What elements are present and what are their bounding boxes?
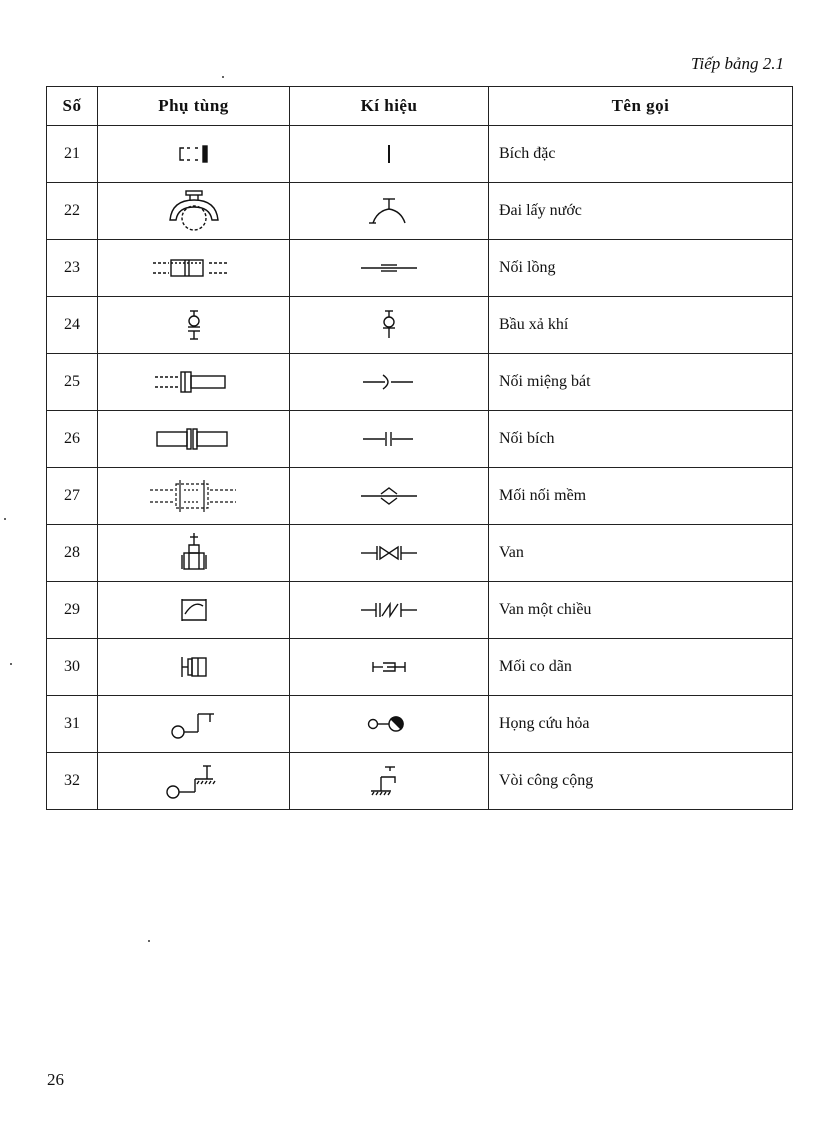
fitting-name: Bầu xả khí <box>489 297 793 354</box>
table-row <box>47 354 793 411</box>
expansion-joint-fitting-icon <box>98 639 290 696</box>
header-fitting: Phụ tùng <box>98 87 290 126</box>
table-row <box>47 753 793 810</box>
fitting-name: Van một chiều <box>489 582 793 639</box>
flexible-joint-fitting-icon <box>98 468 290 525</box>
row-number: 24 <box>47 297 98 354</box>
table-row <box>47 126 793 183</box>
air-release-fitting-icon <box>98 297 290 354</box>
fittings-symbol-table <box>46 86 793 810</box>
air-release-symbol-icon <box>290 297 489 354</box>
fitting-name: Họng cứu hỏa <box>489 696 793 753</box>
header-name: Tên gọi <box>489 87 793 126</box>
flange-joint-symbol-icon <box>290 411 489 468</box>
tapping-saddle-symbol-icon <box>290 183 489 240</box>
sleeve-coupling-fitting-icon <box>98 240 290 297</box>
row-number: 22 <box>47 183 98 240</box>
public-tap-fitting-icon <box>98 753 290 810</box>
table-row <box>47 240 793 297</box>
table-caption: Tiếp bảng 2.1 <box>690 54 784 73</box>
socket-joint-fitting-icon <box>98 354 290 411</box>
fitting-name: Nối bích <box>489 411 793 468</box>
fitting-name: Đai lấy nước <box>489 183 793 240</box>
socket-joint-symbol-icon <box>290 354 489 411</box>
table-row <box>47 582 793 639</box>
fitting-name: Nối miệng bát <box>489 354 793 411</box>
blind-flange-symbol-icon <box>290 126 489 183</box>
scan-speck <box>222 76 224 78</box>
row-number: 21 <box>47 126 98 183</box>
gate-valve-fitting-icon <box>98 525 290 582</box>
fitting-name: Van <box>489 525 793 582</box>
header-number: Số <box>47 87 98 126</box>
check-valve-fitting-icon <box>98 582 290 639</box>
blind-flange-fitting-icon <box>98 126 290 183</box>
row-number: 31 <box>47 696 98 753</box>
table-row <box>47 639 793 696</box>
fire-hydrant-symbol-icon <box>290 696 489 753</box>
row-number: 32 <box>47 753 98 810</box>
row-number: 29 <box>47 582 98 639</box>
scan-speck <box>4 518 6 520</box>
public-tap-symbol-icon <box>290 753 489 810</box>
table-row <box>47 183 793 240</box>
row-number: 28 <box>47 525 98 582</box>
table-row <box>47 411 793 468</box>
row-number: 26 <box>47 411 98 468</box>
row-number: 27 <box>47 468 98 525</box>
tapping-saddle-fitting-icon <box>98 183 290 240</box>
row-number: 23 <box>47 240 98 297</box>
fitting-name: Mối co dãn <box>489 639 793 696</box>
check-valve-symbol-icon <box>290 582 489 639</box>
page-number: 26 <box>47 1070 64 1089</box>
scan-speck <box>10 663 12 665</box>
gate-valve-symbol-icon <box>290 525 489 582</box>
flange-joint-fitting-icon <box>98 411 290 468</box>
table-header-row <box>47 87 793 126</box>
sleeve-coupling-symbol-icon <box>290 240 489 297</box>
fitting-name: Vòi công cộng <box>489 753 793 810</box>
table-row <box>47 525 793 582</box>
flexible-joint-symbol-icon <box>290 468 489 525</box>
fitting-name: Bích đặc <box>489 126 793 183</box>
fire-hydrant-fitting-icon <box>98 696 290 753</box>
expansion-joint-symbol-icon <box>290 639 489 696</box>
fitting-name: Mối nối mềm <box>489 468 793 525</box>
row-number: 30 <box>47 639 98 696</box>
header-symbol: Kí hiệu <box>290 87 489 126</box>
scan-speck <box>148 940 150 942</box>
table-row <box>47 297 793 354</box>
table-row <box>47 696 793 753</box>
table-row <box>47 468 793 525</box>
fitting-name: Nối lồng <box>489 240 793 297</box>
row-number: 25 <box>47 354 98 411</box>
